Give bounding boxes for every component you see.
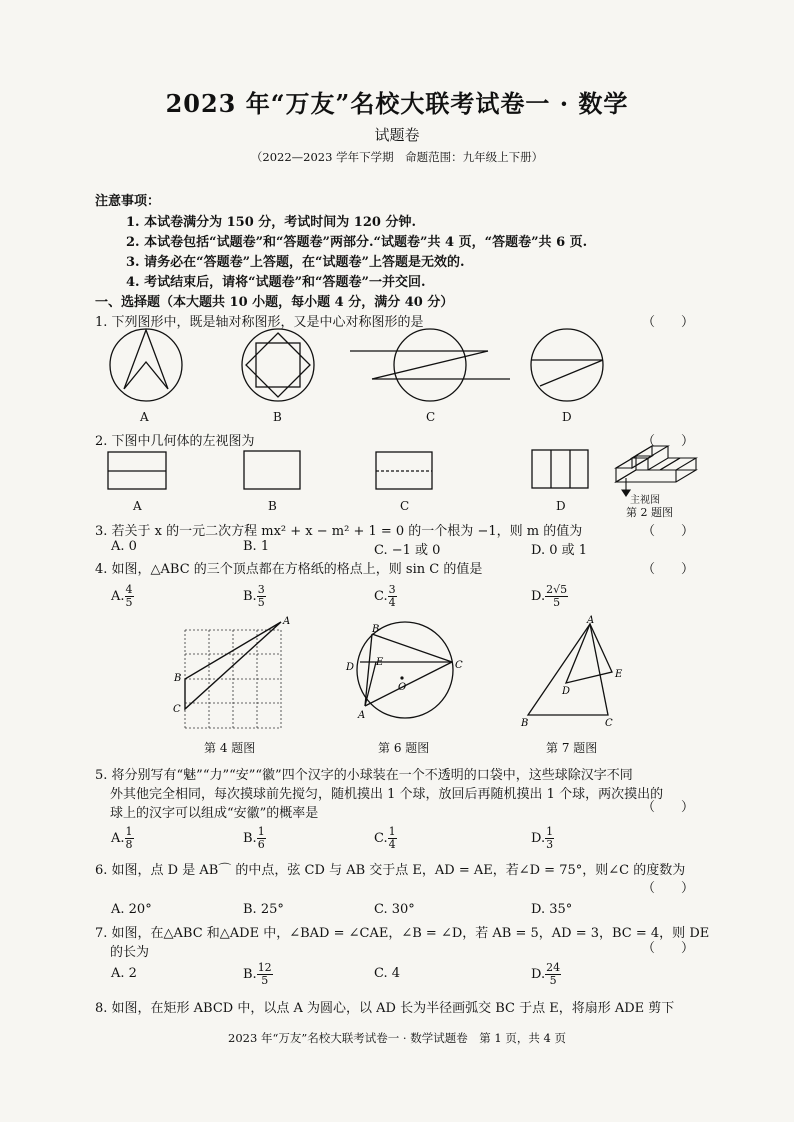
q4-stem: 4. 如图，△ABC 的三个顶点都在方格纸的格点上，则 sin C 的值是 — [95, 562, 483, 577]
q7-option-a: A. 2 — [111, 966, 137, 981]
q5-answer-paren: （ ） — [642, 800, 695, 815]
q3-option-c: C. −1 或 0 — [374, 543, 441, 558]
q1-label-b: B — [273, 410, 282, 424]
q8-stem: 8. 如图，在矩形 ABCD 中，以点 A 为圆心，以 AD 长为半径画弧交 BC 于点 E，将扇形 ADE 剪下 — [95, 1001, 675, 1016]
section-heading: 一、选择题（本大题共 10 小题，每小题 4 分，满分 40 分） — [95, 295, 454, 310]
q1-label-d: D — [562, 410, 572, 424]
notice-item-3: 3. 请务必在“答题卷”上答题，在“试题卷”上答题是无效的. — [126, 255, 465, 270]
q5-option-c: C. $\frac{1}{4}$ — [374, 825, 396, 851]
q3-option-b: B. 1 — [243, 539, 270, 554]
q2-label-d: D — [556, 499, 566, 513]
q2-fig-caption: 第 2 题图 — [626, 506, 673, 519]
q1-answer-paren: （ ） — [642, 315, 695, 330]
q6-answer-paren: （ ） — [642, 881, 695, 896]
q7-option-b: B. $\frac{12}{5}$ — [243, 961, 272, 987]
fig4-grid — [185, 630, 281, 728]
q1-label-a: A — [140, 410, 149, 424]
page-footer: 2023 年“万友”名校大联考试卷一 · 数学试题卷 第 1 页，共 4 页 — [228, 1031, 566, 1045]
notice-item-1: 1. 本试卷满分为 150 分，考试时间为 120 分钟. — [126, 215, 416, 230]
q2-label-a: A — [133, 499, 142, 513]
fig6-label-e: E — [376, 657, 384, 668]
q4-option-c: C. $\frac{3}{4}$ — [374, 583, 396, 609]
fig6-label-d: D — [346, 662, 355, 673]
q4-option-d: D. $\frac{2√5}{5}$ — [531, 583, 568, 609]
fig6-label-b: B — [372, 624, 380, 635]
q6-option-c: C. 30° — [374, 902, 415, 917]
fig6-caption: 第 6 题图 — [378, 741, 430, 755]
notice-heading: 注意事项： — [95, 194, 161, 209]
fig7-label-d: D — [562, 686, 571, 697]
q2-label-b: B — [268, 499, 277, 513]
q7-answer-paren: （ ） — [642, 941, 695, 956]
q5-stem-line3: 球上的汉字可以组成“安徽”的概率是 — [110, 806, 319, 821]
q3-option-a: A. 0 — [111, 539, 137, 554]
fig6-label-c: C — [455, 660, 463, 671]
fig4-label-b: B — [174, 673, 182, 684]
fig6-circle — [357, 622, 453, 718]
fig6-center-dot — [400, 676, 403, 679]
q5-stem-line1: 5. 将分别写有“魅”“力”“安”“徽”四个汉字的小球装在一个不透明的口袋中，这些球除汉字不同 — [95, 768, 633, 783]
q7-option-d: D. $\frac{24}{5}$ — [531, 961, 561, 987]
q3-stem: 3. 若关于 x 的一元二次方程 mx² + x − m² + 1 = 0 的一个根为 −1，则 m 的值为 — [95, 524, 583, 539]
q2-stem: 2. 下图中几何体的左视图为 — [95, 434, 255, 449]
q6-option-b: B. 25° — [243, 902, 284, 917]
q6-stem: 6. 如图，点 D 是 AB⌒ 的中点，弦 CD 与 AB 交于点 E，AD = AE，若∠D = 75°，则∠C 的度数为 — [95, 863, 686, 878]
q5-option-a: A. $\frac{1}{8}$ — [111, 825, 133, 851]
notice-item-4: 4. 考试结束后，请将“试题卷”和“答题卷”一并交回. — [126, 275, 426, 290]
q7-option-c: C. 4 — [374, 966, 401, 981]
q2-label-c: C — [400, 499, 410, 513]
fig7-label-b: B — [521, 718, 529, 729]
fig4-label-a: A — [283, 616, 291, 627]
q4-option-b: B. $\frac{3}{5}$ — [243, 583, 265, 609]
q3-answer-paren: （ ） — [642, 524, 695, 539]
fig6-label-o: O — [398, 682, 407, 693]
fig7-label-c: C — [605, 718, 613, 729]
q7-stem-line1: 7. 如图，在△ABC 和△ADE 中，∠BAD = ∠CAE，∠B = ∠D，若 AB = 5，AD = 3，BC = 4，则 DE — [95, 926, 710, 941]
q1-label-c: C — [426, 410, 436, 424]
q5-stem-line2: 外其他完全相同，每次摸球前先搅匀，随机摸出 1 个球，放回后再随机摸出 1 个球，两次摸出的 — [110, 787, 664, 802]
q2-answer-paren: （ ） — [642, 434, 695, 449]
fig6-label-a: A — [358, 710, 366, 721]
q4-option-a: A. $\frac{4}{5}$ — [111, 583, 133, 609]
fig7-label-e: E — [615, 669, 623, 680]
fig7-triangles — [528, 624, 612, 715]
q4-answer-paren: （ ） — [642, 562, 695, 577]
exam-subtitle: 试题卷 — [374, 126, 420, 144]
q5-option-b: B. $\frac{1}{6}$ — [243, 825, 265, 851]
fig4-label-c: C — [173, 704, 181, 715]
q5-option-d: D. $\frac{1}{3}$ — [531, 825, 554, 851]
exam-title: 2023 年“万友”名校大联考试卷一 · 数学 — [165, 89, 629, 118]
fig7-caption: 第 7 题图 — [546, 741, 598, 755]
exam-range: （2022—2023 学年下学期 命题范围：九年级上下册） — [250, 150, 544, 164]
q3-option-d: D. 0 或 1 — [531, 543, 588, 558]
q6-option-d: D. 35° — [531, 902, 573, 917]
q2-main-view-label: 主视图 — [630, 495, 660, 506]
fig4-caption: 第 4 题图 — [204, 741, 256, 755]
fig7-label-a: A — [587, 615, 595, 626]
notice-item-2: 2. 本试卷包括“试题卷”和“答题卷”两部分.“试题卷”共 4 页，“答题卷”共 6 页. — [126, 235, 588, 250]
q6-option-a: A. 20° — [111, 902, 152, 917]
q7-stem-line2: 的长为 — [110, 945, 150, 960]
q1-stem: 1. 下列图形中，既是轴对称图形，又是中心对称图形的是 — [95, 315, 424, 330]
